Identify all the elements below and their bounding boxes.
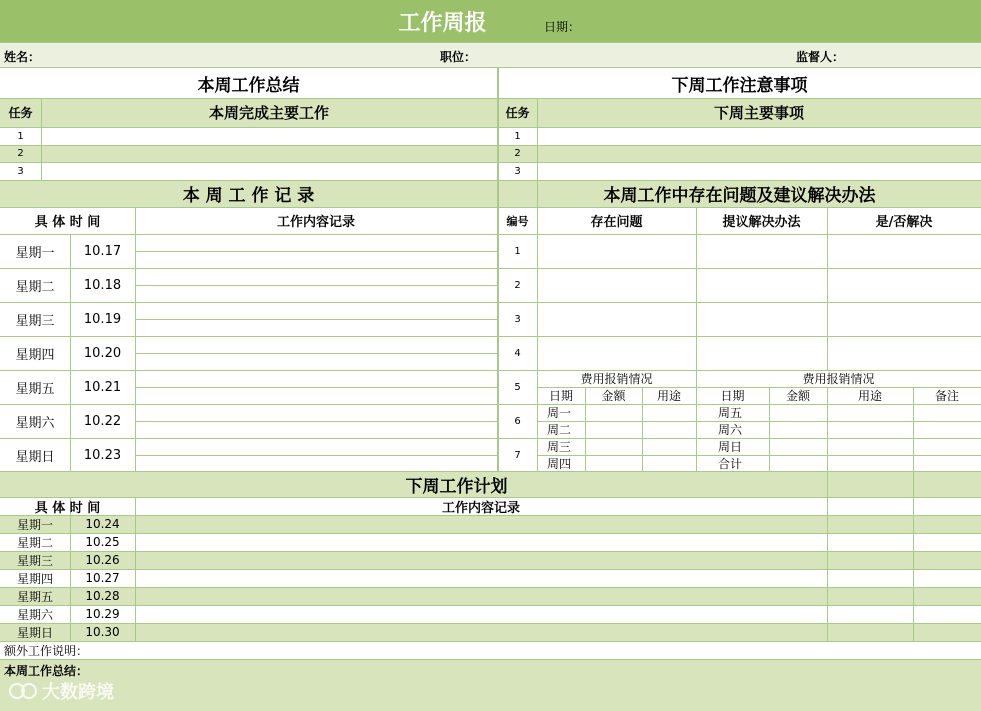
plan-time-col: 具 体 时 间	[34, 500, 101, 515]
expense-title-left: 费用报销情况	[580, 372, 653, 386]
expense-right-row: 周五	[718, 406, 743, 420]
grid-hline	[0, 533, 981, 534]
grid-hline	[0, 659, 981, 660]
record-day: 星期四	[15, 347, 55, 363]
expense-right-row: 合计	[718, 456, 743, 471]
grid-hline	[0, 127, 981, 128]
grid-hline	[0, 42, 981, 43]
grid-vline	[827, 387, 828, 641]
grid-hline	[0, 162, 981, 163]
plan-date: 10.25	[85, 535, 120, 549]
plan-date: 10.27	[85, 571, 120, 585]
issue-number: 7	[514, 449, 521, 461]
plan-row-bg-1	[0, 515, 981, 533]
record-title: 本 周 工 作 记 录	[182, 186, 315, 206]
plan-day: 星期五	[16, 589, 53, 604]
issues-solution-col: 提议解决办法	[722, 215, 801, 230]
next-row-number: 2	[514, 148, 521, 159]
plan-row-bg-7	[0, 623, 981, 641]
record-day: 星期三	[15, 313, 55, 329]
next-row-number: 3	[514, 165, 521, 177]
next-row-number: 1	[514, 130, 521, 142]
expense-amount-col: 金额	[785, 389, 810, 403]
grid-hline	[0, 587, 981, 588]
expense-title-right: 费用报销情况	[802, 372, 875, 386]
record-day: 星期五	[15, 381, 55, 397]
grid-hline	[135, 455, 497, 456]
summary-title: 本周工作总结	[197, 75, 300, 96]
record-day: 星期一	[15, 245, 55, 261]
record-date: 10.19	[83, 311, 122, 327]
plan-date: 10.30	[85, 625, 120, 639]
next-notes-title: 下周工作注意事项	[671, 75, 808, 96]
grid-hline	[0, 623, 981, 624]
grid-vline	[135, 207, 136, 471]
record-day: 星期日	[15, 449, 55, 465]
issue-number: 1	[514, 245, 521, 257]
plan-title: 下周工作计划	[405, 476, 508, 497]
plan-day: 星期三	[16, 553, 53, 568]
expense-date-col: 日期	[548, 389, 573, 403]
issue-number: 4	[514, 347, 521, 359]
plan-day: 星期日	[16, 625, 53, 640]
record-time-col: 具 体 时 间	[34, 215, 101, 230]
summary-task-col: 任务	[8, 106, 33, 120]
plan-row-bg-3	[0, 551, 981, 569]
watermark-text: 大数跨境	[42, 682, 114, 703]
grid-hline	[135, 387, 497, 388]
supervisor-label: 监督人：	[796, 49, 845, 64]
record-day: 星期二	[15, 279, 55, 295]
next-task-col: 任务	[505, 106, 530, 120]
plan-day: 星期一	[16, 517, 53, 532]
issues-title: 本周工作中存在问题及建议解决办法	[603, 186, 876, 206]
summary-row-number: 1	[17, 130, 24, 142]
plan-day: 星期四	[16, 571, 53, 586]
grid-hline	[0, 551, 981, 552]
watermark-logo-icon	[8, 680, 38, 702]
record-date: 10.23	[83, 447, 122, 463]
plan-date: 10.26	[85, 553, 120, 567]
grid-hline	[135, 353, 497, 354]
issue-number: 3	[514, 313, 521, 325]
plan-day: 星期二	[16, 535, 53, 550]
week-summary-label: 本周工作总结：	[4, 663, 89, 678]
record-date: 10.21	[83, 379, 122, 395]
record-date: 10.22	[83, 413, 122, 429]
grid-hline	[0, 569, 981, 570]
grid-hline	[537, 268, 981, 269]
watermark	[8, 676, 138, 706]
expense-left-row: 周一	[547, 406, 572, 420]
summary-row-number: 2	[17, 148, 24, 159]
expense-amount-col: 金额	[601, 389, 626, 403]
expense-note-col: 备注	[934, 389, 959, 403]
page-title: 工作周报	[398, 10, 487, 36]
grid-hline	[0, 515, 981, 516]
expense-date-col: 日期	[720, 389, 745, 403]
date-label: 日期：	[544, 19, 581, 34]
grid-hline	[135, 421, 497, 422]
issues-no-col: 编号	[506, 214, 529, 228]
position-label: 职位：	[440, 49, 477, 64]
grid-hline	[135, 319, 497, 320]
summary-main-col: 本周完成主要工作	[208, 104, 329, 122]
issues-resolved-col: 是/否解决	[875, 215, 933, 230]
grid-hline	[135, 285, 497, 286]
plan-date: 10.29	[85, 607, 120, 621]
record-day: 星期六	[15, 415, 55, 431]
expense-right-row: 周六	[718, 423, 743, 437]
plan-row-bg-5	[0, 587, 981, 605]
name-label: 姓名：	[4, 49, 41, 64]
extra-work-label: 额外工作说明：	[4, 643, 89, 658]
record-date: 10.20	[83, 345, 122, 361]
plan-content-col: 工作内容记录	[441, 500, 520, 515]
grid-hline	[537, 336, 981, 337]
issue-number: 6	[514, 415, 521, 427]
summary-row-number: 3	[17, 165, 24, 177]
record-date: 10.17	[83, 243, 122, 259]
issue-number: 5	[514, 381, 521, 393]
record-date: 10.18	[83, 277, 122, 293]
expense-use-col: 用途	[857, 389, 882, 403]
issue-number: 2	[514, 279, 521, 291]
grid-vline	[135, 497, 136, 641]
next-main-col: 下周主要事项	[713, 104, 804, 122]
plan-date: 10.28	[85, 589, 120, 603]
grid-vline	[537, 98, 538, 471]
grid-hline	[0, 234, 981, 235]
record-content-col: 工作内容记录	[276, 215, 355, 230]
expense-left-row: 周二	[547, 423, 572, 437]
expense-right-row: 周日	[718, 440, 743, 454]
expense-left-row: 周三	[547, 440, 572, 454]
expense-use-col: 用途	[656, 389, 681, 403]
plan-date: 10.24	[85, 517, 120, 531]
grid-hline	[0, 145, 981, 146]
grid-vline	[913, 387, 914, 641]
plan-day: 星期六	[16, 607, 53, 622]
expense-left-row: 周四	[547, 456, 572, 471]
grid-hline	[0, 605, 981, 606]
grid-hline	[135, 251, 497, 252]
grid-hline	[537, 302, 981, 303]
issues-problem-col: 存在问题	[590, 215, 643, 230]
grid-vline	[696, 207, 697, 471]
summary-row-2-bg	[0, 145, 981, 162]
